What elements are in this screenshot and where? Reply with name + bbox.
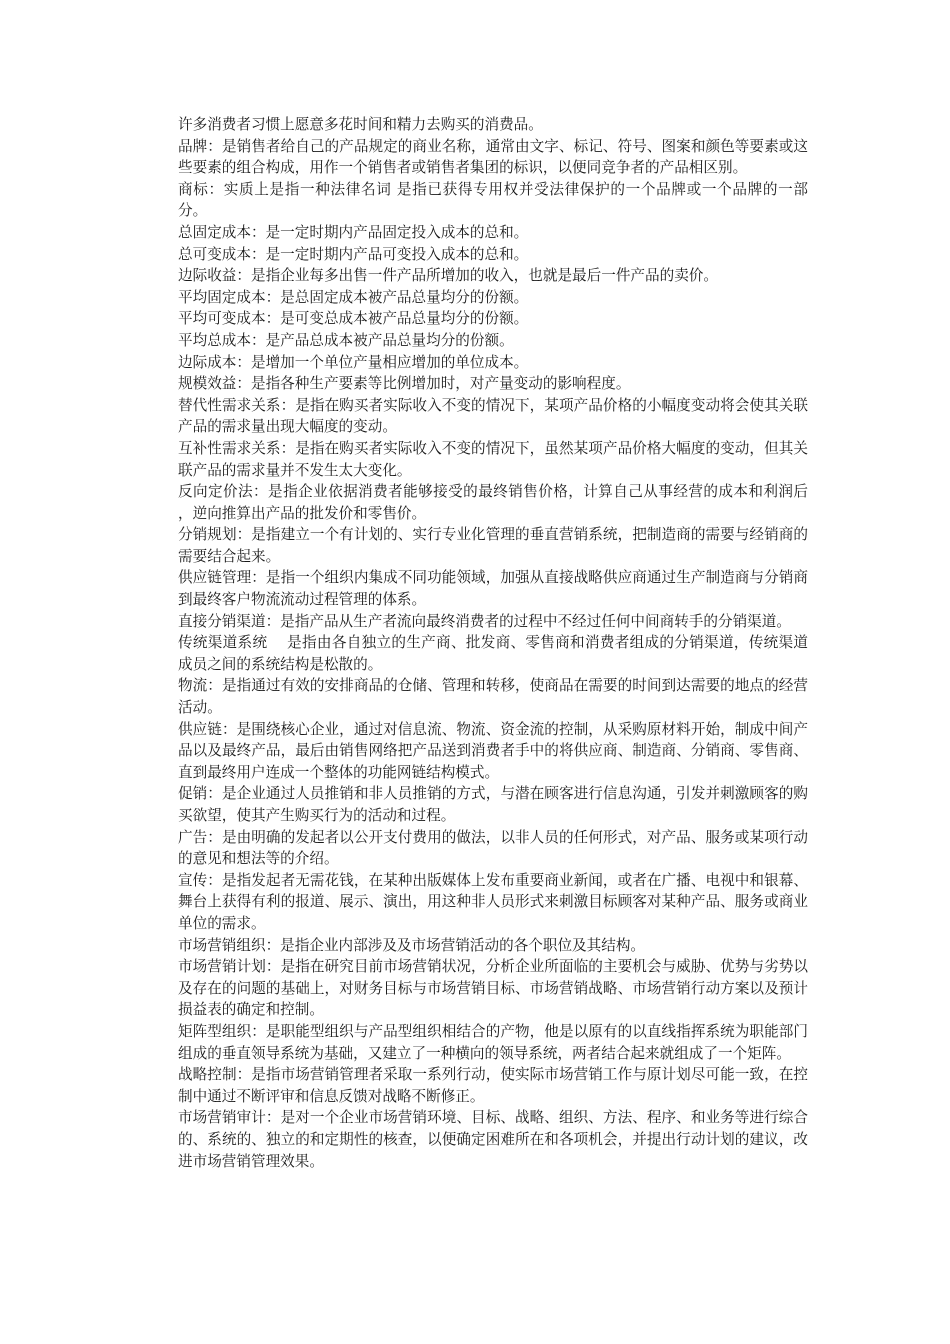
paragraph: 品牌：是销售者给自己的产品规定的商业名称，通常由文字、标记、符号、图案和颜色等要素或这些要素的组合构成，用作一个销售者或销售者集团的标识，以便同竞争者的产品相区别。 bbox=[178, 137, 808, 177]
paragraph: 战略控制：是指市场营销管理者采取一系列行动，使实际市场营销工作与原计划尽可能一致，在控制中通过不断评审和信息反馈对战略不断修正。 bbox=[178, 1066, 808, 1105]
paragraph: 供应链管理：是指一个组织内集成不同功能领域，加强从直接战略供应商通过生产制造商与分销商到最终客户物流流动过程管理的体系。 bbox=[178, 569, 808, 609]
paragraph: 分销规划：是指建立一个有计划的、实行专业化管理的垂直营销系统，把制造商的需要与经销商的需要结合起来。 bbox=[178, 526, 808, 565]
paragraph: 商标：实质上是指一种法律名词 是指已获得专用权并受法律保护的一个品牌或一个品牌的一部分。 bbox=[178, 180, 808, 220]
paragraph: 总可变成本：是一定时期内产品可变投入成本的总和。 bbox=[178, 245, 529, 263]
paragraph: 边际收益：是指企业每多出售一件产品所增加的收入，也就是最后一件产品的卖价。 bbox=[178, 267, 718, 285]
paragraph: 平均可变成本：是可变总成本被产品总量均分的份额。 bbox=[178, 310, 529, 328]
paragraph: 广告：是由明确的发起者以公开支付费用的做法，以非人员的任何形式，对产品、服务或某项行动的意见和想法等的介绍。 bbox=[178, 828, 808, 868]
paragraph: 许多消费者习惯上愿意多花时间和精力去购买的消费品。 bbox=[178, 116, 543, 133]
paragraph: 矩阵型组织：是职能型组织与产品型组织相结合的产物，他是以原有的以直线指挥系统为职能部门组成的垂直领导系统为基础，又建立了一种横向的领导系统，两者结合起来就组成了一个矩阵。 bbox=[178, 1022, 808, 1062]
paragraph: 边际成本：是增加一个单位产量相应增加的单位成本。 bbox=[178, 353, 529, 371]
paragraph: 促销：是企业通过人员推销和非人员推销的方式，与潜在顾客进行信息沟通，引发并刺激顾客的购买欲望，使其产生购买行为的活动和过程。 bbox=[178, 785, 808, 824]
paragraph: 平均总成本：是产品总成本被产品总量均分的份额。 bbox=[178, 331, 514, 349]
paragraph: 市场营销计划：是指在研究目前市场营销状况，分析企业所面临的主要机会与威胁、优势与劣势以及存在的问题的基础上，对财务目标与市场营销目标、市场营销战略、市场营销行动方案以及预计损益表的确定和控制。 bbox=[178, 958, 808, 1019]
document-body bbox=[178, 114, 808, 1172]
paragraph: 物流：是指通过有效的安排商品的仓储、管理和转移，使商品在需要的时间到达需要的地点的经营活动。 bbox=[178, 677, 808, 717]
paragraph: 供应链：是围绕核心企业，通过对信息流、物流、资金流的控制，从采购原材料开始，制成中间产品以及最终产品，最后由销售网络把产品送到消费者手中的将供应商、制造商、分销商、零售商、直到最终用户连成一个整体的功能网链结构模式。 bbox=[178, 720, 808, 781]
paragraph: 宣传：是指发起者无需花钱，在某种出版媒体上发布重要商业新闻，或者在广播、电视中和银幕、舞台上获得有利的报道、展示、演出，用这种非人员形式来刺激目标顾客对某种产品、服务或商业单位的需求。 bbox=[178, 871, 808, 932]
paragraph: 传统渠道系统 是指由各自独立的生产商、批发商、零售商和消费者组成的分销渠道，传统渠道成员之间的系统结构是松散的。 bbox=[178, 634, 808, 673]
paragraph: 市场营销审计：是对一个企业市场营销环境、目标、战略、组织、方法、程序、和业务等进行综合的、系统的、独立的和定期性的核查，以便确定困难所在和各项机会，并提出行动计划的建议，改进市场营销管理效果。 bbox=[178, 1109, 808, 1170]
paragraph: 市场营销组织：是指企业内部涉及及市场营销活动的各个职位及其结构。 bbox=[178, 936, 646, 954]
paragraph: 平均固定成本：是总固定成本被产品总量均分的份额。 bbox=[178, 288, 529, 306]
paragraph: 总固定成本：是一定时期内产品固定投入成本的总和。 bbox=[178, 223, 529, 241]
paragraph: 替代性需求关系：是指在购买者实际收入不变的情况下，某项产品价格的小幅度变动将会使其关联产品的需求量出现大幅度的变动。 bbox=[178, 396, 808, 436]
paragraph: 互补性需求关系：是指在购买者实际收入不变的情况下，虽然某项产品价格大幅度的变动，但其关联产品的需求量并不发生太大变化。 bbox=[178, 439, 808, 479]
paragraph: 规模效益：是指各种生产要素等比例增加时，对产量变动的影响程度。 bbox=[178, 375, 631, 393]
paragraph: 直接分销渠道：是指产品从生产者流向最终消费者的过程中不经过任何中间商转手的分销渠道。 bbox=[178, 612, 791, 630]
paragraph: 反向定价法：是指企业依据消费者能够接受的最终销售价格，计算自己从事经营的成本和利润后 ，逆向推算出产品的批发价和零售价。 bbox=[178, 483, 808, 522]
